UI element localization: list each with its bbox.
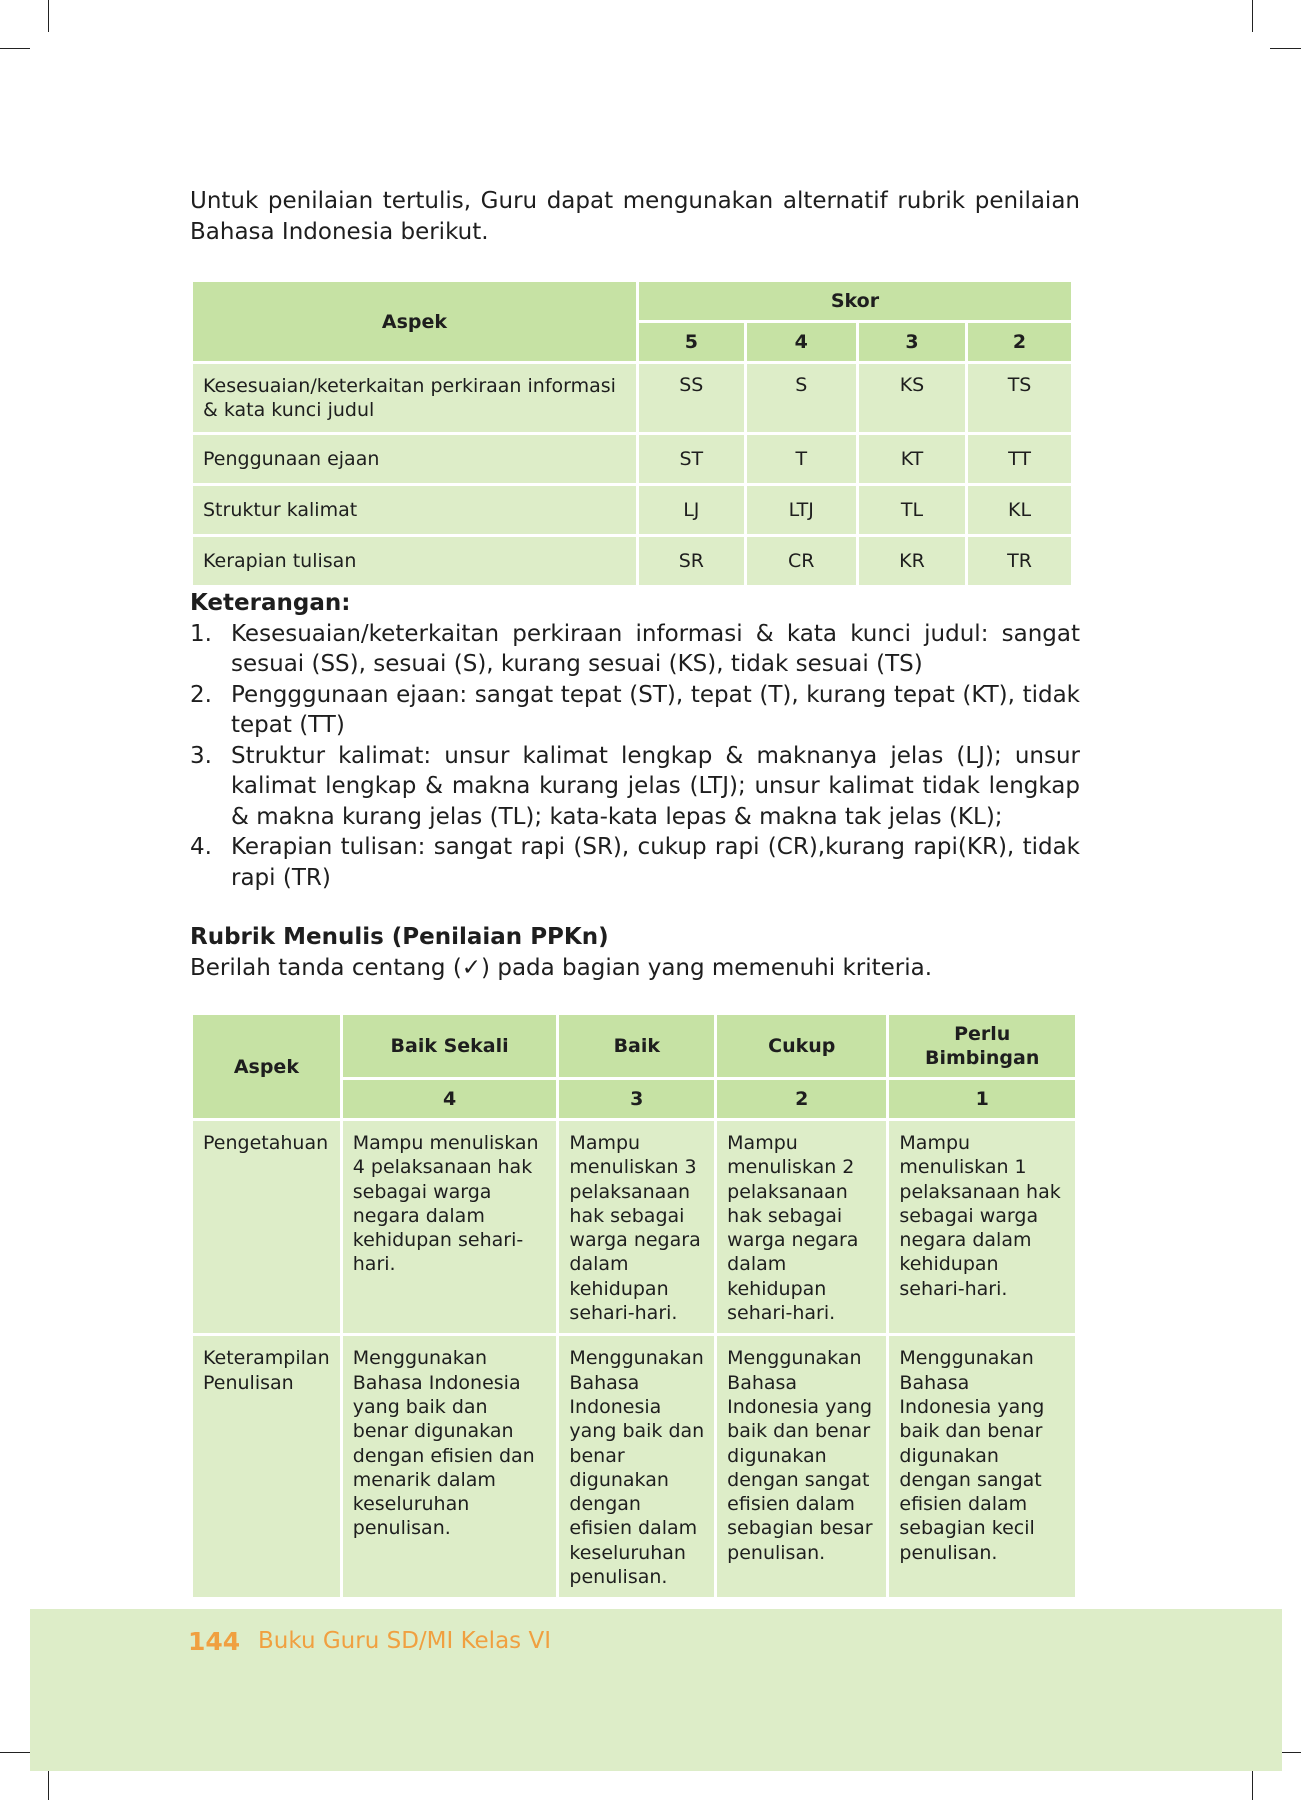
list-number: 2. [190, 681, 212, 708]
crop-mark [48, 1770, 49, 1800]
crop-mark [1252, 1770, 1253, 1800]
crop-mark [0, 1752, 30, 1753]
aspek-cell: Struktur kalimat [193, 486, 636, 534]
table-row [193, 486, 1071, 534]
list-number: 4. [190, 834, 212, 860]
score-2-header: 2 [717, 1080, 886, 1118]
crop-mark [48, 0, 49, 32]
crop-mark [1252, 0, 1253, 32]
table-row [193, 364, 1071, 432]
perlu-bimbingan-header: Perlu Bimbingan [889, 1015, 1075, 1077]
skor-header: Skor [639, 282, 1071, 320]
score-cell: ST [639, 435, 744, 483]
list-text: Kesesuaian/keterkaitan perkiraan informasi & kata kunci judul: sangat sesuai (SS), sesuai (S), kurang sesuai (KS), tidak sesuai (TS) [231, 620, 1080, 677]
criteria-cell: Menggunakan Bahasa Indonesia yang baik dan benar digunakan dengan efisien dalam keseluruhan penulisan. [559, 1336, 714, 1597]
score-table [190, 279, 1074, 588]
book-title: Buku Guru SD/MI Kelas VI [258, 1628, 551, 1654]
intro-paragraph: Untuk penilaian tertulis, Guru dapat mengunakan alternatif rubrik penilaian Bahasa Indonesia berikut. [190, 188, 1080, 245]
score-cell: LJ [639, 486, 744, 534]
crop-mark [1270, 48, 1301, 49]
list-item [190, 741, 1080, 833]
list-text: Pengggunaan ejaan: sangat tepat (ST), tepat (T), kurang tepat (KT), tidak tepat (TT) [231, 681, 1080, 738]
score-2-header: 2 [968, 323, 1071, 361]
baik-header: Baik [559, 1015, 714, 1077]
rubrik-section [190, 922, 1080, 983]
list-number: 1. [190, 620, 212, 647]
score-cell: T [747, 435, 856, 483]
score-5-header: 5 [639, 323, 744, 361]
score-cell: CR [747, 537, 856, 585]
list-item [190, 832, 1080, 893]
score-cell: TT [968, 435, 1071, 483]
baik-sekali-header: Baik Sekali [343, 1015, 557, 1077]
score-cell: KS [859, 364, 965, 432]
criteria-cell: Menggunakan Bahasa Indonesia yang baik dan benar digunakan dengan sangat efisien dalam sebagian besar penulisan. [717, 1336, 886, 1597]
rubric-table [190, 1012, 1078, 1600]
cukup-header: Cukup [717, 1015, 886, 1077]
aspek-cell: Kerapian tulisan [193, 537, 636, 585]
criteria-cell: Mampu menuliskan 2 pelaksanaan hak sebagai warga negara dalam kehidupan sehari-hari. [717, 1121, 886, 1333]
criteria-cell: Mampu menuliskan 4 pelaksanaan hak sebagai warga negara dalam kehidupan sehari-hari. [343, 1121, 557, 1333]
criteria-cell: Mampu menuliskan 3 pelaksanaan hak sebagai warga negara dalam kehidupan sehari-hari. [559, 1121, 714, 1333]
score-cell: TL [859, 486, 965, 534]
rubrik-instruction: Berilah tanda centang (✓) pada bagian yang memenuhi kriteria. [190, 954, 933, 981]
keterangan-list [190, 619, 1080, 894]
criteria-cell: Menggunakan Bahasa Indonesia yang baik dan benar digunakan dengan sangat efisien dalam sebagian kecil penulisan. [889, 1336, 1075, 1597]
list-text: Kerapian tulisan: sangat rapi (SR), cukup rapi (CR),kurang rapi(KR), tidak rapi (TR) [231, 834, 1080, 891]
score-3-header: 3 [859, 323, 965, 361]
aspek-cell: Keterampilan Penulisan [193, 1336, 340, 1597]
table-row [193, 435, 1071, 483]
criteria-cell: Menggunakan Bahasa Indonesia yang baik dan benar digunakan dengan efisien dan menarik dalam keseluruhan penulisan. [343, 1336, 557, 1597]
aspek-cell: Kesesuaian/keterkaitan perkiraan informasi & kata kunci judul [193, 364, 636, 432]
score-3-header: 3 [559, 1080, 714, 1118]
table-row [193, 1336, 1075, 1597]
table-row [193, 1121, 1075, 1333]
page-footer [30, 1609, 1282, 1771]
crop-mark [0, 48, 30, 49]
score-cell: SR [639, 537, 744, 585]
page-number: 144 [188, 1627, 241, 1656]
aspek-header: Aspek [193, 1015, 340, 1118]
score-1-header: 1 [889, 1080, 1075, 1118]
list-item [190, 680, 1080, 741]
list-item [190, 619, 1080, 680]
keterangan-section [190, 588, 1080, 893]
score-4-header: 4 [343, 1080, 557, 1118]
criteria-cell: Mampu menuliskan 1 pelaksanaan hak sebagai warga negara dalam kehidupan sehari-hari. [889, 1121, 1075, 1333]
rubrik-title: Rubrik Menulis (Penilaian PPKn) [190, 924, 609, 950]
score-cell: SS [639, 364, 744, 432]
score-cell: TR [968, 537, 1071, 585]
list-text: Struktur kalimat: unsur kalimat lengkap & maknanya jelas (LJ); unsur kalimat lengkap & makna kurang jelas (LTJ); unsur kalimat tidak lengkap & makna kurang jelas (TL); kata-kata lepas & makna tak jelas (KL); [231, 742, 1080, 830]
score-cell: KR [859, 537, 965, 585]
keterangan-title: Keterangan: [190, 590, 351, 616]
score-cell: KL [968, 486, 1071, 534]
score-cell: S [747, 364, 856, 432]
aspek-cell: Penggunaan ejaan [193, 435, 636, 483]
score-4-header: 4 [747, 323, 856, 361]
aspek-cell: Pengetahuan [193, 1121, 340, 1333]
table-row [193, 537, 1071, 585]
score-cell: TS [968, 364, 1071, 432]
score-cell: LTJ [747, 486, 856, 534]
score-cell: KT [859, 435, 965, 483]
list-number: 3. [190, 742, 212, 769]
aspek-header: Aspek [193, 282, 636, 361]
